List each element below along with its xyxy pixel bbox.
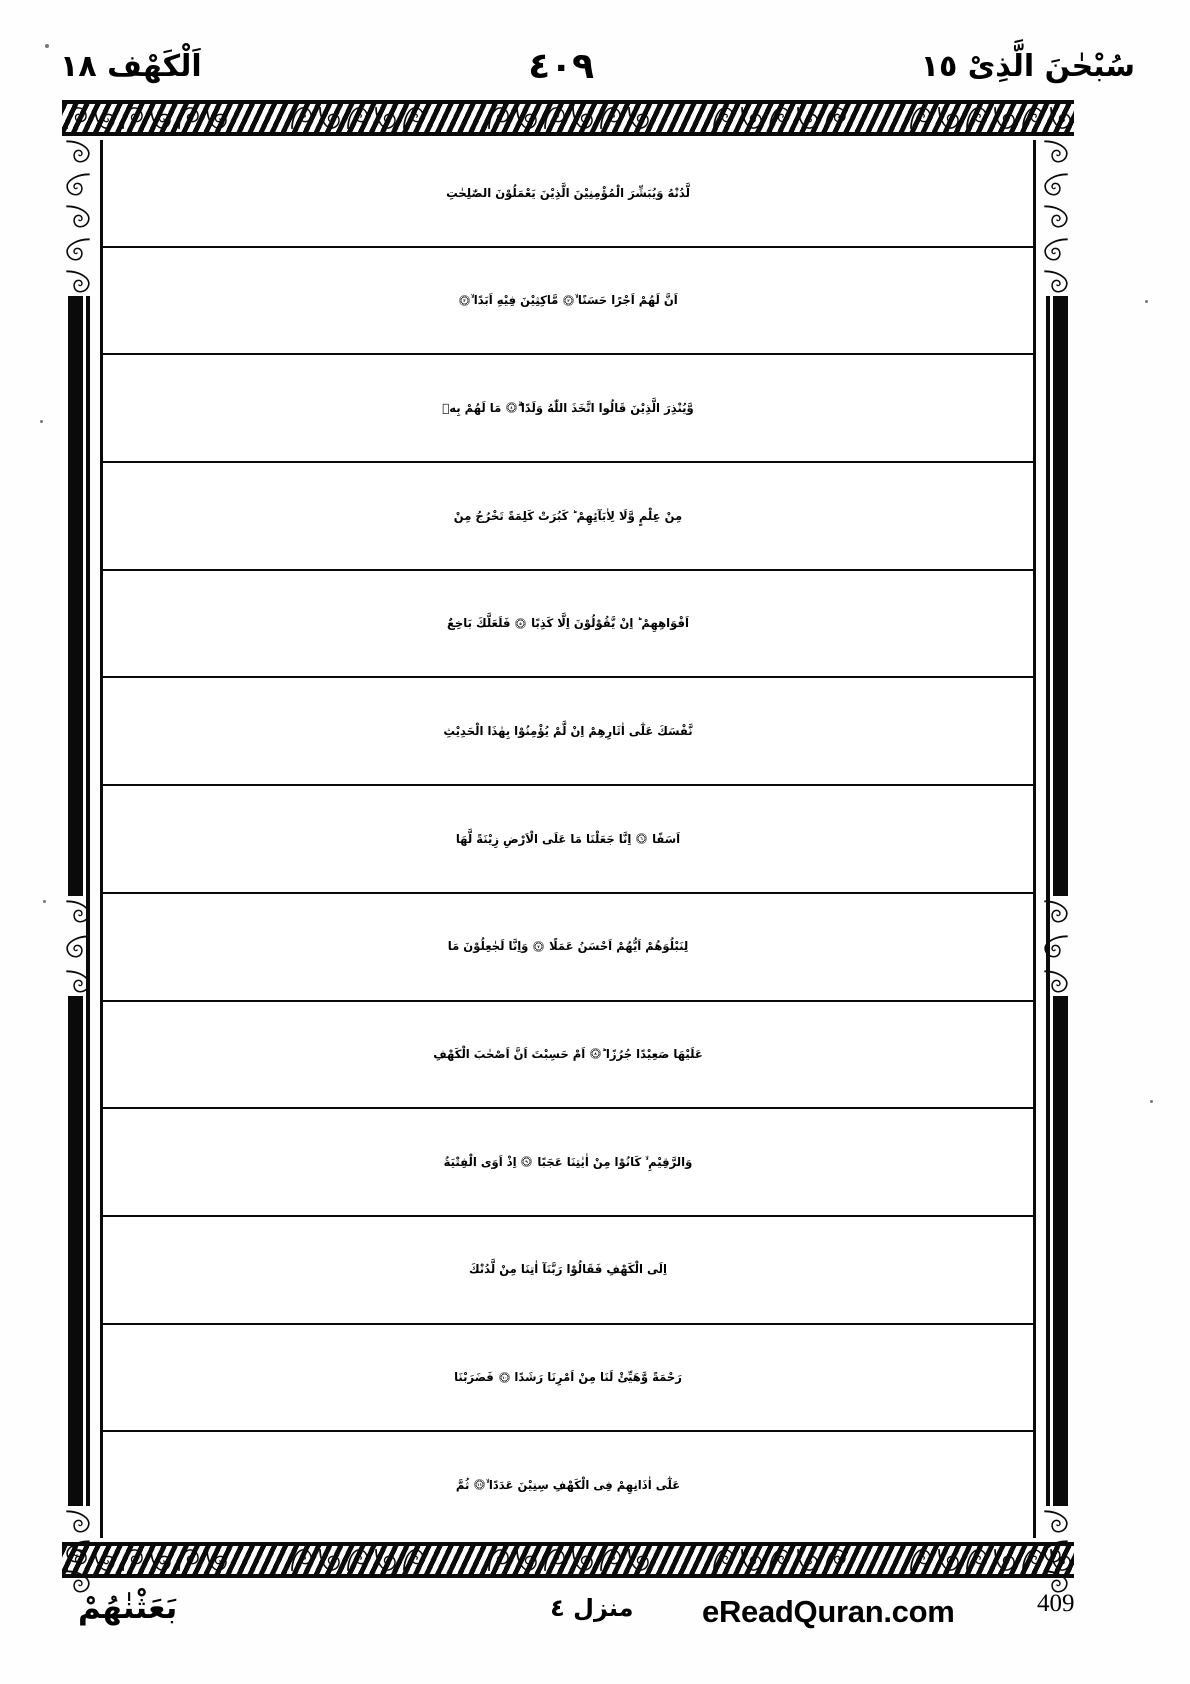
scroll-motif-icon: [1042, 137, 1070, 165]
ayah-marker: [533, 941, 544, 952]
ayah-line[interactable]: [103, 248, 1033, 356]
scroll-motif-icon: [64, 932, 92, 960]
rail-scroll-motif-left-mid: [63, 896, 93, 996]
ornamental-frame: [62, 100, 1074, 1578]
svg-text:١٠: ١٠: [501, 1374, 507, 1380]
ayah-text: رَحْمَةً وَّهَيِّئْ لَنَا مِنْ اَمْرِنَا رَشَدًا ١٠ فَضَرَبْنَا: [454, 1370, 682, 1385]
rail-scroll-motif-right-mid: [1041, 896, 1071, 996]
ayah-marker: [636, 833, 647, 844]
juz-label: سُبْحٰنَ الَّذِیْ ١٥: [920, 49, 1135, 84]
ayah-line[interactable]: [103, 894, 1033, 1002]
scroll-motif-icon: [64, 967, 92, 995]
ayah-text: عَلَيْهَا صَعِيْدًا جُرُزًا ؕ ٨ اَمْ حَسِبْتَ اَنَّ اَصْحٰبَ الْكَهْفِ: [433, 1047, 703, 1062]
svg-text:١١: ١١: [477, 1482, 483, 1488]
ayah-text: اِلَى الْكَهْفِ فَقَالُوْا رَبَّنَآ اٰتِنَا مِنْ لَّدُنْكَ: [468, 1262, 668, 1277]
ayah-line[interactable]: [103, 786, 1033, 894]
ayah-line[interactable]: [103, 1109, 1033, 1217]
page-footer: [62, 1588, 1135, 1658]
ayah-line[interactable]: [103, 355, 1033, 463]
svg-text:٢: ٢: [567, 297, 570, 303]
ayah-text: اَسَفًا ٦ اِنَّا جَعَلْنَا مَا عَلَى الْاَرْضِ زِيْنَةً لَّهَا: [455, 831, 681, 846]
ayah-text: وَالرَّقِيْمِ ۙ كَانُوْا مِنْ اٰيٰتِنَا عَجَبًا ٩ اِذْ اَوَى الْفِتْيَةُ: [443, 1154, 693, 1169]
frame-band-top: [62, 100, 1074, 136]
scroll-motif-icon: [1042, 1537, 1070, 1565]
scroll-motif-icon: [64, 1537, 92, 1565]
svg-text:٩: ٩: [525, 1159, 529, 1165]
ayah-marker: [515, 618, 526, 629]
ayah-line[interactable]: [103, 1217, 1033, 1325]
ayah-text: وَّيُنْذِرَ الَّذِيْنَ قَالُوا اتَّخَذَ اللّٰهُ وَلَدًا ۗ ٤ مَا لَهُمْ بِهٖ: [442, 400, 694, 415]
scroll-motif-icon: [1042, 235, 1070, 263]
svg-text:٥: ٥: [519, 620, 523, 626]
scroll-motif-icon: [1042, 897, 1070, 925]
frame-rail-left: [62, 136, 96, 1542]
ayah-marker: [499, 1372, 510, 1383]
svg-text:٧: ٧: [537, 943, 540, 949]
scroll-motif-icon: [1042, 267, 1070, 295]
scroll-motif-icon: [64, 202, 92, 230]
ayah-line[interactable]: [103, 1432, 1033, 1538]
paper-speck: [45, 44, 49, 48]
paper-speck: [1145, 300, 1148, 303]
ayah-text: لَّدُنْهُ وَيُبَشِّرَ الْمُؤْمِنِيْنَ الَّذِيْنَ يَعْمَلُوْنَ الصّٰلِحٰتِ: [446, 185, 690, 200]
ayah-line[interactable]: [103, 1002, 1033, 1110]
svg-text:٣: ٣: [463, 297, 466, 303]
ayah-marker: [521, 1156, 532, 1167]
scroll-motif-icon: [1042, 1507, 1070, 1535]
ayah-marker: [474, 1479, 485, 1490]
rail-scroll-motif-right-top: [1041, 136, 1071, 296]
scroll-motif-icon: [64, 897, 92, 925]
ayah-text: اَفْوَاهِهِمْ ؕ اِنْ يَّقُوْلُوْنَ اِلَّا كَذِبًا ٥ فَلَعَلَّكَ بَاخِعٌ: [447, 616, 689, 631]
scroll-motif-icon: [64, 137, 92, 165]
ayah-text: اَنَّ لَهُمْ اَجْرًا حَسَنًا ۙ ٢ مَّاكِثِيْنَ فِيْهِ اَبَدًا ۙ ٣: [109, 294, 1027, 307]
manzil-label: منزل ٤: [550, 1594, 634, 1622]
ayah-marker: [590, 1048, 601, 1059]
frame-band-bottom: [62, 1542, 1074, 1578]
site-label[interactable]: eReadQuran.com: [702, 1594, 955, 1629]
ayah-line[interactable]: [103, 678, 1033, 786]
scroll-motif-icon: [64, 170, 92, 198]
ayah-text: لِنَبْلُوَهُمْ اَيُّهُمْ اَحْسَنُ عَمَلًا ٧ وَاِنَّا لَجٰعِلُوْنَ مَا: [447, 939, 689, 954]
quran-text-block: [100, 140, 1036, 1538]
scroll-motif-icon: [64, 267, 92, 295]
ayah-text: عَلٰٓى اٰذَانِهِمْ فِى الْكَهْفِ سِنِيْنَ عَدَدًا ۙ ١١ ثُمَّ: [455, 1477, 681, 1492]
surah-label: اَلْکَهْف ١٨: [60, 49, 202, 84]
scroll-motif-icon: [64, 1507, 92, 1535]
ayah-line[interactable]: [103, 463, 1033, 571]
page-header: [60, 36, 1135, 98]
catchword: بَعَثْنٰهُمْ: [78, 1590, 178, 1626]
scroll-motif-icon: [1042, 932, 1070, 960]
ayah-line[interactable]: [103, 571, 1033, 679]
frame-rail-right: [1040, 136, 1074, 1542]
svg-text:٦: ٦: [640, 836, 644, 842]
paper-speck: [40, 420, 43, 423]
ayah-marker: [459, 295, 470, 306]
ayah-line[interactable]: [103, 140, 1033, 248]
scroll-motif-icon: [64, 235, 92, 263]
footer-page-number: 409: [1037, 1590, 1075, 1617]
page-number-arabic: ٤٠٩: [528, 46, 595, 87]
scroll-motif-icon: [1042, 202, 1070, 230]
ayah-line[interactable]: [103, 1325, 1033, 1433]
svg-text:٨: ٨: [594, 1051, 597, 1057]
svg-text:٤: ٤: [510, 405, 513, 411]
paper-speck: [43, 900, 46, 903]
paper-speck: [1150, 1100, 1153, 1103]
scroll-motif-icon: [1042, 170, 1070, 198]
ayah-marker: [563, 295, 574, 306]
scroll-motif-icon: [1042, 967, 1070, 995]
rail-scroll-motif-left-top: [63, 136, 93, 296]
rail-scroll-motif-left-bottom: [63, 1506, 93, 1542]
ayah-text: مِنْ عِلْمٍ وَّلَا لِاٰبَآئِهِمْ ؕ كَبُرَتْ كَلِمَةً تَخْرُجُ مِنْ: [453, 508, 683, 523]
ayah-marker: [506, 402, 517, 413]
rail-scroll-motif-right-bottom: [1041, 1506, 1071, 1542]
ayah-text: نَّفْسَكَ عَلٰٓى اٰثَارِهِمْ اِنْ لَّمْ يُؤْمِنُوْا بِهٰذَا الْحَدِيْثِ: [443, 724, 693, 739]
